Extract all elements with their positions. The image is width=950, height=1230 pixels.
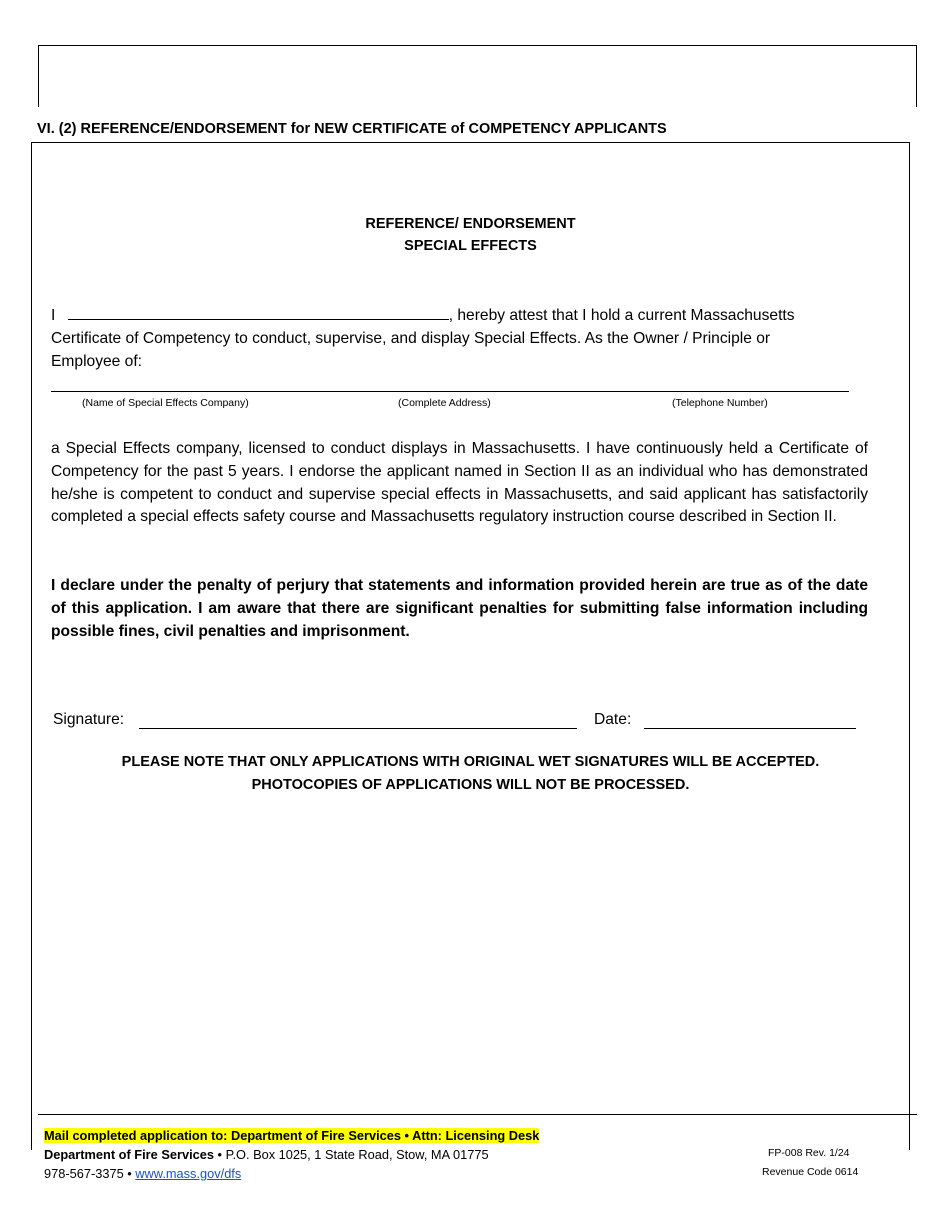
form-subheading: SPECIAL EFFECTS	[404, 238, 537, 254]
dept-name: Department of Fire Services	[44, 1147, 214, 1162]
date-field[interactable]	[644, 728, 856, 729]
perjury-declaration: I declare under the penalty of perjury that statements and information provided herein are true as of the date of this application. I am aware that there are significant penalties for submitting false information including possible fines, civil penalties and imprisonment.	[51, 577, 868, 640]
signature-field[interactable]	[139, 728, 577, 729]
company-phone-label: (Telephone Number)	[672, 397, 768, 409]
company-info-field[interactable]	[51, 391, 849, 392]
dept-phone: 978-567-3375 •	[44, 1166, 136, 1181]
signature-label: Signature:	[53, 711, 125, 728]
attest-line-1	[51, 305, 868, 328]
company-name-label: (Name of Special Effects Company)	[82, 397, 249, 409]
attester-name-field[interactable]	[68, 305, 449, 320]
form-box	[31, 142, 910, 1150]
date-label: Date:	[594, 711, 632, 728]
dept-address: • P.O. Box 1025, 1 State Road, Stow, MA 01775	[213, 1147, 489, 1162]
dept-address-line	[44, 1147, 489, 1162]
top-box	[38, 45, 917, 107]
website-link[interactable]: www.mass.gov/dfs	[135, 1166, 242, 1181]
wet-signature-notice: PLEASE NOTE THAT ONLY APPLICATIONS WITH ORIGINAL WET SIGNATURES WILL BE ACCEPTED.	[121, 754, 820, 770]
mail-instructions	[44, 1128, 539, 1143]
revenue-code: Revenue Code 0614	[762, 1166, 859, 1178]
contact-line	[44, 1166, 241, 1181]
photocopy-notice: PHOTOCOPIES OF APPLICATIONS WILL NOT BE PROCESSED.	[251, 777, 690, 793]
attest-line-2: Certificate of Competency to conduct, supervise, and display Special Effects. As the Owner / Principle or	[51, 330, 771, 347]
attest-line-3: Employee of:	[51, 353, 143, 370]
endorsement-paragraph: a Special Effects company, licensed to conduct displays in Massachusetts. I have continuously held a Certificate of Competency for the past 5 years. I endorse the applicant named in Section II as an individual who has demonstrated he/she is competent to conduct and supervise special effects in Massachusetts, and said applicant has satisfactorily completed a special effects safety course and Massachusetts regulatory instruction course described in Section II.	[51, 440, 868, 526]
attest-sentence: , hereby attest that I hold a current Massachusetts	[448, 307, 795, 324]
form-code: FP-008 Rev. 1/24	[768, 1147, 850, 1159]
company-address-label: (Complete Address)	[398, 397, 491, 409]
mail-to-highlight: Mail completed application to: Department of Fire Services • Attn: Licensing Desk	[44, 1128, 540, 1143]
attest-prefix: I	[51, 307, 56, 324]
form-heading: REFERENCE/ ENDORSEMENT	[365, 216, 576, 232]
footer-divider	[38, 1114, 917, 1115]
section-title: VI. (2) REFERENCE/ENDORSEMENT for NEW CERTIFICATE of COMPETENCY APPLICANTS	[37, 121, 667, 137]
